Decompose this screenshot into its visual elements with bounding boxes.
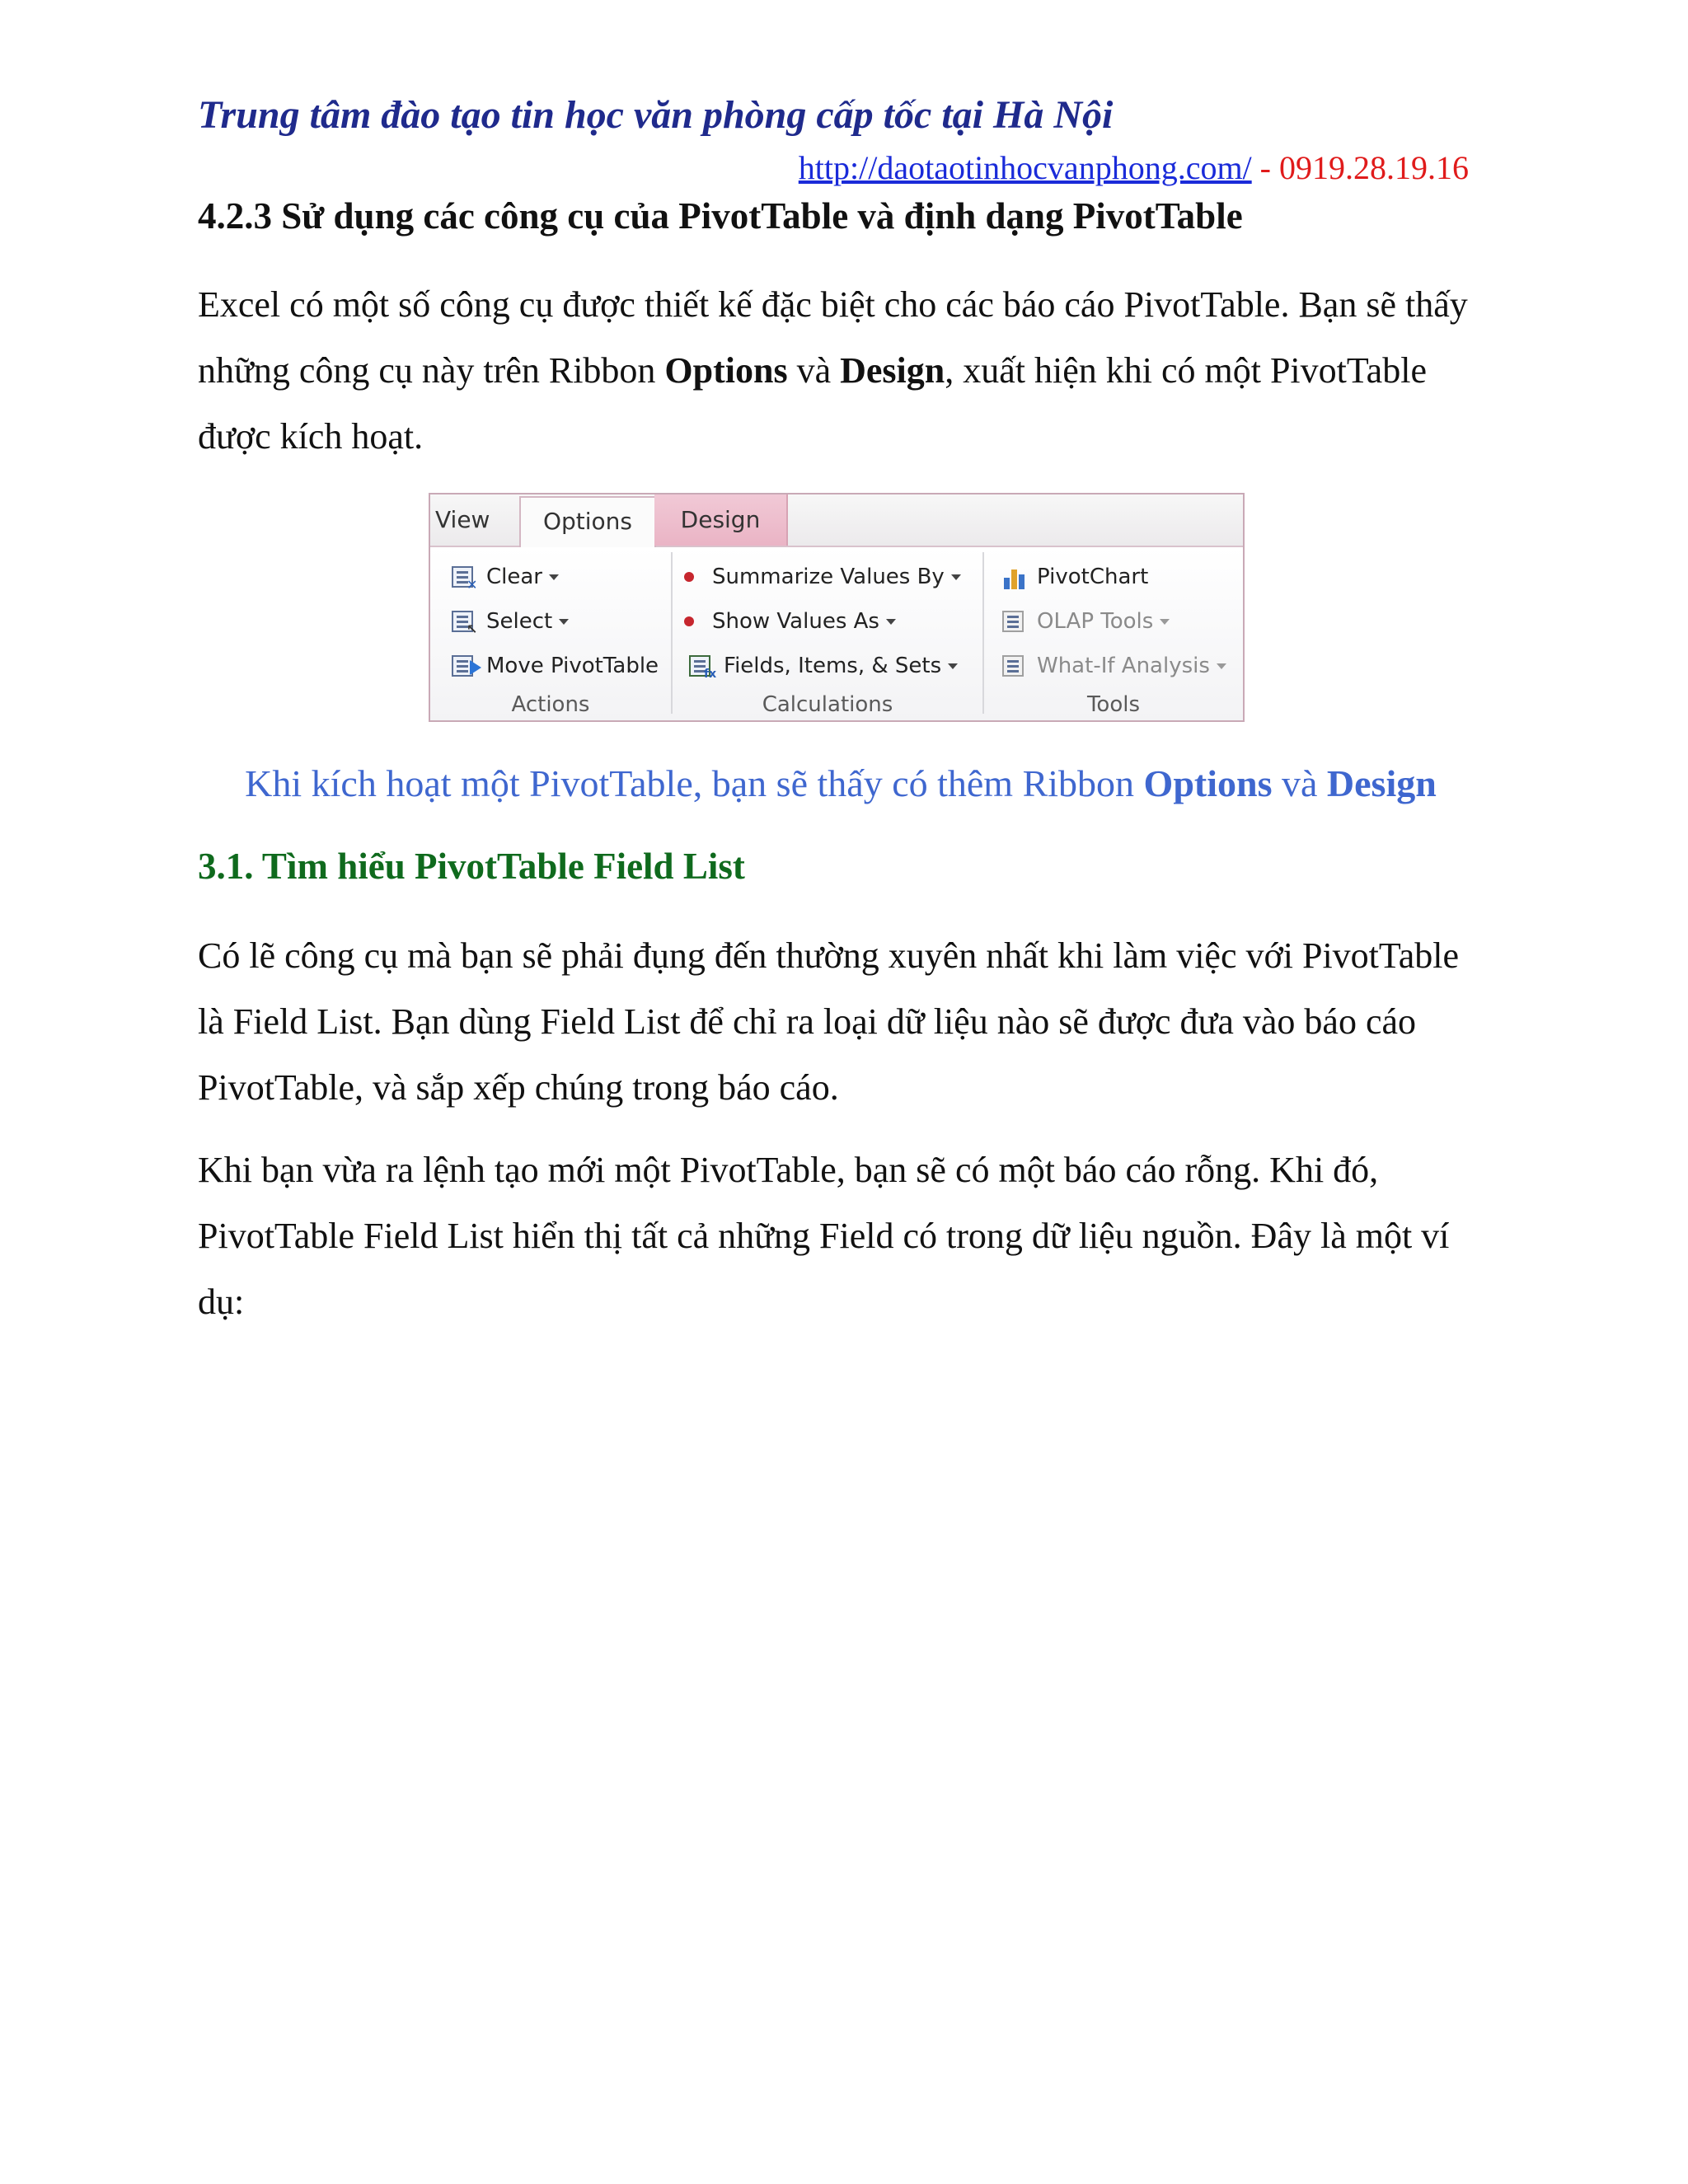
select-label: Select — [486, 609, 553, 634]
caption-text: Khi kích hoạt một PivotTable, bạn sẽ thấy có thêm Ribbon — [245, 762, 1144, 804]
select-button[interactable] — [450, 602, 569, 641]
chevron-down-icon — [951, 574, 961, 580]
group-actions — [430, 547, 671, 720]
figure-caption — [198, 762, 1484, 805]
group-label-calculations: Calculations — [762, 692, 893, 717]
show-values-as-button[interactable] — [673, 602, 896, 641]
ribbon-screenshot — [429, 493, 1245, 722]
website-link[interactable]: http://daotaotinhocvanphong.com/ — [798, 149, 1252, 186]
olap-tools-label: OLAP Tools — [1037, 609, 1154, 634]
olap-tools-icon — [1001, 607, 1029, 635]
group-label-tools: Tools — [1086, 692, 1141, 717]
group-tools — [984, 547, 1243, 720]
tab-view[interactable]: View — [435, 506, 490, 533]
what-if-analysis-label: What-If Analysis — [1037, 654, 1210, 678]
olap-tools-button[interactable] — [1001, 602, 1170, 641]
field-list-paragraph: Có lẽ công cụ mà bạn sẽ phải đụng đến thường xuyên nhất khi làm việc với PivotTable là Field List. Bạn dùng Field List để chỉ ra loại dữ liệu nào sẽ được đưa vào báo cáo PivotTable, và sắp xếp chúng trong báo cáo. — [198, 935, 1459, 1108]
phone-number: 0919.28.19.16 — [1279, 149, 1469, 186]
chevron-down-icon — [1160, 619, 1170, 625]
chevron-down-icon — [559, 619, 569, 625]
what-if-analysis-icon — [1001, 652, 1029, 680]
new-pivottable-paragraph: Khi bạn vừa ra lệnh tạo mới một PivotTable, bạn sẽ có một báo cáo rỗng. Khi đó, PivotTable Field List hiển thị tất cả những Field có trong dữ liệu nguồn. Đây là một ví dụ: — [198, 1150, 1450, 1322]
pivotchart-button[interactable] — [1001, 557, 1148, 597]
bullet-icon — [684, 616, 694, 626]
intro-paragraph — [198, 272, 1484, 470]
chevron-down-icon — [549, 574, 559, 580]
contact-separator: - — [1251, 149, 1279, 186]
chevron-down-icon — [886, 619, 896, 625]
pivotchart-icon — [1001, 563, 1029, 591]
tab-design[interactable]: Design — [654, 494, 788, 546]
chevron-down-icon — [1217, 663, 1226, 669]
clear-button[interactable] — [450, 557, 559, 597]
move-pivottable-label: Move PivotTable — [486, 654, 659, 678]
group-label-actions: Actions — [511, 692, 590, 717]
ribbon-frame — [429, 493, 1245, 722]
clear-label: Clear — [486, 565, 542, 589]
group-calculations — [673, 547, 982, 720]
pivotchart-label: PivotChart — [1037, 565, 1149, 589]
select-pivot-icon: ↖ — [450, 607, 478, 635]
move-pivot-icon — [450, 652, 478, 680]
show-values-as-label: Show Values As — [712, 609, 879, 634]
chevron-down-icon — [948, 663, 958, 669]
fields-items-sets-icon: fx — [687, 652, 715, 680]
bullet-icon — [684, 572, 694, 582]
section-heading: 4.2.3 Sử dụng các công cụ của PivotTable và định dạng PivotTable — [198, 195, 1243, 237]
summarize-values-by-button[interactable] — [673, 557, 961, 597]
ribbon-tab-strip — [430, 494, 1243, 547]
move-pivottable-button[interactable] — [450, 646, 659, 686]
sub-heading: 3.1. Tìm hiểu PivotTable Field List — [198, 846, 745, 887]
caption-text: và — [1272, 762, 1327, 804]
caption-bold-design: Design — [1326, 762, 1437, 804]
summarize-values-by-label: Summarize Values By — [712, 565, 945, 589]
caption-bold-options: Options — [1143, 762, 1273, 804]
para-text: và — [787, 350, 841, 391]
para-text: , xuất hiện khi có một PivotTable được kích hoạt. — [198, 350, 1427, 457]
para-bold-options: Options — [664, 350, 788, 391]
para-text: Excel có một số công cụ được thiết kế đặc biệt cho các báo cáo PivotTable. Bạn sẽ thấy những công cụ này trên Ribbon — [198, 284, 1468, 391]
clear-pivot-icon: ✕ — [450, 563, 478, 591]
ribbon-body — [430, 547, 1243, 720]
fields-items-sets-button[interactable] — [687, 646, 958, 686]
fields-items-sets-label: Fields, Items, & Sets — [724, 654, 942, 678]
para-bold-design: Design — [840, 350, 945, 391]
org-title: Trung tâm đào tạo tin học văn phòng cấp tốc tại Hà Nội — [198, 93, 1114, 137]
what-if-analysis-button[interactable] — [1001, 646, 1226, 686]
tab-options[interactable]: Options — [519, 496, 656, 549]
contact-line — [198, 148, 1469, 187]
